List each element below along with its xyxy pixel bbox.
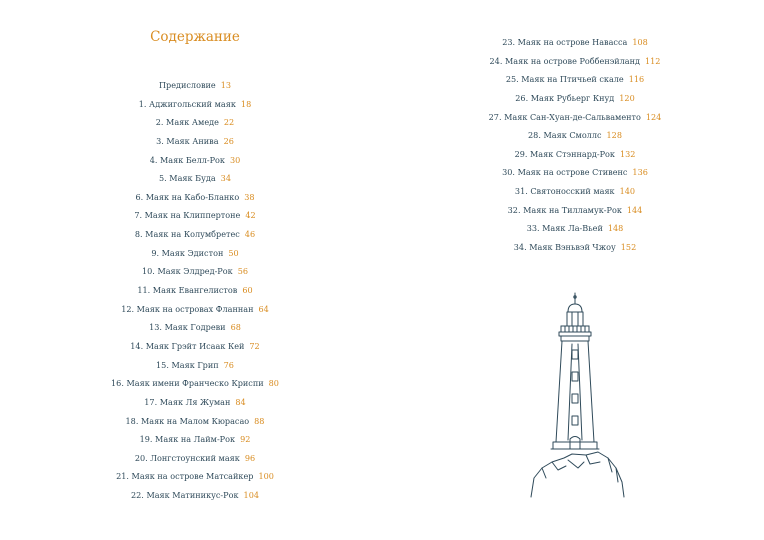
toc-entry-label: 24. Маяк на острове Роббенэйланд <box>489 55 640 66</box>
toc-entry[interactable] <box>88 467 302 486</box>
toc-title: Содержание <box>150 29 240 45</box>
toc-entry[interactable] <box>88 113 302 132</box>
toc-entry[interactable] <box>470 70 680 89</box>
toc-entry-page: 22 <box>223 117 235 128</box>
toc-entry-label: 19. Маяк на Лайм-Рок <box>139 434 236 445</box>
toc-entry-label: 17. Маяк Ля Жуман <box>144 396 231 407</box>
toc-entry[interactable] <box>88 262 302 281</box>
toc-entry-page: 104 <box>243 490 259 501</box>
toc-entry-label: 27. Маяк Сан-Хуан-де-Сальваменто <box>488 111 641 122</box>
toc-entry[interactable] <box>470 219 680 238</box>
toc-entry-label: 1. Аджигольский маяк <box>138 98 236 109</box>
toc-entry-label: 9. Маяк Эдистон <box>151 247 224 258</box>
toc-entry-page: 96 <box>244 452 256 463</box>
toc-entry-label: 31. Святоносский маяк <box>514 186 615 197</box>
toc-entry-label: 5. Маяк Буда <box>159 173 216 184</box>
toc-entry-label: 30. Маяк на острове Стивенс <box>502 167 628 178</box>
toc-entry[interactable] <box>470 33 680 52</box>
toc-entry-label: 28. Маяк Смоллс <box>528 130 602 141</box>
toc-entry-label: 23. Маяк на острове Навасса <box>502 37 628 47</box>
toc-entry[interactable] <box>470 108 680 127</box>
toc-entry[interactable] <box>470 145 680 164</box>
toc-entry[interactable] <box>470 126 680 145</box>
toc-entry-page: 13 <box>220 80 231 90</box>
toc-entry[interactable] <box>88 188 302 207</box>
toc-entry-page: 56 <box>237 266 248 277</box>
toc-entry-label: Предисловие <box>158 80 216 90</box>
toc-column-left <box>88 76 302 505</box>
toc-entry[interactable] <box>470 163 680 182</box>
toc-entry[interactable] <box>88 430 302 449</box>
toc-entry-label: 7. Маяк на Клиппертоне <box>134 210 241 221</box>
toc-entry[interactable] <box>88 337 302 356</box>
toc-entry-label: 20. Лонгстоунский маяк <box>134 452 240 463</box>
toc-entry[interactable] <box>88 393 302 412</box>
toc-entry[interactable] <box>88 151 302 170</box>
toc-entry[interactable] <box>88 132 302 151</box>
toc-entry-page: 124 <box>645 111 662 122</box>
toc-entry[interactable] <box>88 300 302 319</box>
toc-entry-page: 100 <box>258 471 274 482</box>
toc-entry-page: 64 <box>258 303 269 314</box>
toc-entry[interactable] <box>88 374 302 393</box>
toc-entry[interactable] <box>88 95 302 114</box>
toc-entry[interactable] <box>470 238 680 257</box>
toc-entry[interactable] <box>88 486 302 505</box>
toc-entry-label: 12. Маяк на островах Фланнан <box>121 303 254 314</box>
toc-entry-label: 11. Маяк Евангелистов <box>137 285 238 296</box>
toc-entry-page: 140 <box>619 186 636 197</box>
toc-entry-label: 34. Маяк Вэньвэй Чжоу <box>513 242 616 253</box>
toc-entry-label: 6. Маяк на Кабо-Бланко <box>135 191 240 202</box>
toc-entry-label: 10. Маяк Элдред-Рок <box>142 266 233 277</box>
toc-entry-label: 18. Маяк на Малом Кюрасао <box>125 415 250 426</box>
toc-entry-page: 92 <box>240 434 251 445</box>
toc-entry-page: 88 <box>254 415 265 426</box>
toc-entry[interactable] <box>88 76 302 95</box>
toc-entry-page: 50 <box>228 247 239 258</box>
toc-entry[interactable] <box>88 169 302 188</box>
toc-entry-label: 13. Маяк Годреви <box>149 322 226 333</box>
toc-entry-page: 108 <box>632 37 648 47</box>
toc-entry-page: 144 <box>626 204 643 215</box>
toc-entry-label: 3. Маяк Анива <box>156 135 219 146</box>
toc-entry-page: 46 <box>244 229 256 240</box>
toc-entry-label: 8. Маяк на Колумбретес <box>134 229 240 240</box>
toc-entry-page: 132 <box>619 148 636 159</box>
toc-entry-label: 26. Маяк Рубьерг Кнуд <box>515 92 615 103</box>
toc-entry-page: 68 <box>230 322 241 333</box>
lighthouse-icon <box>528 292 634 502</box>
toc-entry[interactable] <box>88 281 302 300</box>
toc-entry[interactable] <box>470 89 680 108</box>
toc-entry-page: 112 <box>645 55 661 66</box>
toc-entry-label: 32. Маяк на Тилламук-Рок <box>507 204 622 215</box>
toc-entry-page: 136 <box>632 167 648 178</box>
toc-entry-page: 18 <box>240 98 252 109</box>
toc-entry-label: 25. Маяк на Птичьей скале <box>505 74 624 85</box>
toc-entry-label: 29. Маяк Стэннард-Рок <box>514 148 615 159</box>
toc-entry[interactable] <box>88 244 302 263</box>
toc-entry-page: 84 <box>235 396 246 407</box>
toc-entry-page: 30 <box>229 154 241 165</box>
toc-entry[interactable] <box>470 201 680 220</box>
toc-entry-page: 76 <box>223 359 234 370</box>
toc-entry-label: 22. Маяк Матиникус-Рок <box>131 490 239 501</box>
toc-entry-page: 42 <box>245 210 256 221</box>
toc-entry-page: 60 <box>242 285 253 296</box>
toc-entry[interactable] <box>88 225 302 244</box>
toc-entry-page: 72 <box>249 340 260 351</box>
toc-entry-page: 128 <box>606 130 622 141</box>
toc-entry[interactable] <box>88 449 302 468</box>
toc-entry-page: 120 <box>619 92 635 103</box>
toc-entry-page: 26 <box>223 135 234 146</box>
toc-entry-label: 4. Маяк Белл-Рок <box>149 154 225 165</box>
toc-entry[interactable] <box>88 356 302 375</box>
toc-entry-page: 38 <box>244 191 255 202</box>
toc-entry-label: 16. Маяк имени Франческо Криспи <box>111 378 264 389</box>
toc-entry[interactable] <box>470 182 680 201</box>
toc-entry-page: 34 <box>220 173 231 184</box>
toc-entry-label: 15. Маяк Грип <box>156 359 219 370</box>
toc-entry[interactable] <box>88 412 302 431</box>
toc-entry[interactable] <box>88 318 302 337</box>
toc-entry-page: 80 <box>268 378 279 389</box>
toc-entry-page: 148 <box>607 223 624 234</box>
toc-column-right <box>470 33 680 257</box>
toc-entry[interactable] <box>470 52 680 71</box>
toc-entry-label: 21. Маяк на острове Матсайкер <box>116 471 254 482</box>
toc-entry[interactable] <box>88 206 302 225</box>
toc-entry-label: 33. Маяк Ла-Вьей <box>526 223 603 234</box>
toc-entry-label: 14. Маяк Грэйт Исаак Кей <box>130 340 245 351</box>
toc-entry-page: 152 <box>620 242 637 253</box>
toc-entry-label: 2. Маяк Амеде <box>155 117 219 128</box>
toc-entry-page: 116 <box>628 74 645 85</box>
